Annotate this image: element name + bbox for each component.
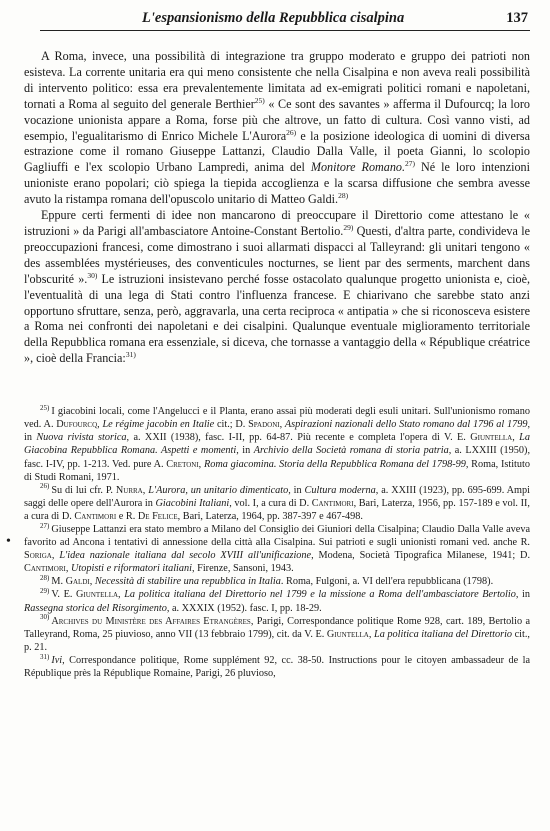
text-run: cit.; D. [214,419,249,431]
text-run: , [142,484,149,496]
text-run: , [89,576,95,588]
text-run: A Roma, invece, una possibilità di integrazione tra gruppo moderato e gruppo dei patrioti non esisteva. La corrente unitaria era qui meno consistente che nella Cisalpina e non aveva reali possibilità di intervento politico: essa era prevalentemente limitata ad ex-emigrati politici romani e napoletani, tornati a Roma al seguito del generale Berthier [24,49,530,111]
running-header [40,10,530,31]
work-title: Roma giacomina. Storia della Repubblica Romana del 1798-99 [203,458,466,470]
text-run: , [118,589,125,601]
text-run: Le istruzioni insistevano perché fosse ostacolato qualunque progetto unionista e, cioè, l'eventualità di una lega di Stati contro l'influenza francese. E chiarivano che sarebbe stato anzi opportuno sfruttare, senza, però, aggravarla, una certa reciproca « antipatia » che si riconosceva esistere a Roma nei confronti dei napoletani e dei cisalpini. Qualunque eventuale miglioramento territoriale della Repubblica romana era essenziale, si diceva, che tornasse a vantaggio della « République créatrice », cioè della Francia: [24,271,530,366]
footnotes [24,405,530,680]
footnote-number: 27) [40,521,50,530]
ibid-marker: Ivi [51,654,63,666]
author-name: Giuntella [470,432,513,444]
text-run: , a. XXII (1938), fasc. I-II, pp. 64-87. Più recente e completa l'opera di V. E. [126,432,471,444]
footnote-number: 29) [40,587,50,596]
text-run: , vol. I, a cura di D. [229,497,312,509]
margin-mark: • [6,534,11,549]
paragraph-2 [24,208,530,367]
footnote-ref-28[interactable]: 28) [338,191,349,201]
archive-name: Archives du Ministère des Affaires Etrangères [51,615,251,627]
work-title: Utopisti e riformatori italiani [70,563,192,575]
journal-title: Archivio della Società romana di storia patria [253,445,449,457]
author-name: Cantimori [311,497,354,509]
text-run: e R. [116,510,138,522]
footnote-ref-30[interactable]: 30) [87,270,98,280]
main-text [24,49,530,367]
text-run: , [97,419,103,431]
text-run: , Modena, Società Tipografica Milanese, 1941; D. [311,550,531,562]
author-name: De Felice [137,510,178,522]
text-run: , in [24,419,531,444]
text-run: , [512,432,520,444]
text-run: , a. LXXIII (1950), fasc. I-IV, pp. 1-213. Ved. pure A. [24,445,531,470]
journal-title: Nuova rivista storica [36,432,127,444]
footnote-ref-31[interactable]: 31) [125,350,136,360]
work-title: Necessità di stabilire una repubblica in Italia [94,576,281,588]
author-name: Soriga [24,550,52,562]
text-run: , Firenze, Sansoni, 1943. [192,563,294,575]
author-name: Giuntella [326,628,369,640]
text-run: Giuseppe Lattanzi era stato membro a Milano del Consiglio dei Giuniori della Cisalpina; Claudio Dalla Valle aveva favorito ad Ancona i tentativi di annessione della città alla Cisalpina. Sui patrioti e sugli unionisti romani ved. anche R. [24,523,530,549]
text-run: , Correspondance politique, Rome supplément 92, cc. 38-50. Instructions pour le citoyen ambassadeur de la République près la République Romaine, Parigi, 26 pluvioso, [24,654,530,679]
text-run: , a. XXXIX (1952). fasc. I, pp. 18-29. [166,602,322,614]
text-run: , Parigi, Correspondance politique Rome 928, cart. 189, Bertolio a Talleyrand, Roma, 25 piuvioso, anno VII (13 febbraio 1799), cit. da V. E. [24,615,531,640]
work-title: La politica italiana del Direttorio nel 1799 e la missione a Roma dell'ambasciatore Bertolio [124,589,516,601]
work-title: L'Aurora, un unitario dimenticato [148,484,289,496]
text-run: , in [515,589,530,601]
author-name: Galdi [65,576,90,588]
journal-title: Cultura moderna [304,484,376,496]
journal-title: Rassegna storica del Risorgimento [24,602,167,614]
footnote-number: 30) [40,613,50,622]
footnote-27 [24,523,530,575]
text-run: , in [288,484,305,496]
text-run: , in [236,445,254,457]
text-run: , [279,419,285,431]
work-title: L'idea nazionale italiana dal secolo XVIII all'unificazione [59,550,312,562]
text-run: cit., p. 21. [24,628,530,653]
author-name: Spadoni [248,419,280,431]
author-name: Giuntella [76,589,119,601]
footnote-number: 25) [40,403,50,412]
newspaper-title: Monitore Romano. [310,160,406,175]
page-number: 137 [506,10,528,26]
footnote-ref-29[interactable]: 29) [343,222,354,232]
author-name: Dufourcq [56,419,98,431]
text-run: , [198,458,204,470]
text-run: , [51,550,60,562]
footnote-25 [24,405,530,484]
text-run: I giacobini locali, come l'Angelucci e il Planta, erano assai più moderati degli esuli unitari. Sull'unionismo romano ved. A. [24,406,530,431]
text-run: Su di lui cfr. P. [51,484,116,496]
author-name: Nurra [115,484,143,496]
work-title: La Giacobina Repubblica Romana. Aspetti e momenti [24,432,530,457]
text-run: V. E. [51,589,77,601]
running-title: L'espansionismo della Repubblica cisalpina [142,10,405,26]
work-title: Aspirazioni nazionali dello Stato romano dal 1796 al 1799 [284,419,528,431]
text-run: . Roma, Fulgoni, a. VI dell'era repubblicana (1798). [280,576,494,588]
text-run: , Bari, Laterza, 1956, pp. 157-189 e vol. II, a cura di D. [24,497,530,522]
text-run: , [368,628,375,640]
paragraph-1 [24,49,530,208]
footnote-number: 31) [40,652,50,661]
text-run: , Bari, Laterza, 1964, pp. 387-397 e 467-498. [177,510,363,522]
work-title: La politica italiana del Direttorio [374,628,513,640]
text-run: Eppure certi fermenti di idee non mancarono di preoccupare il Direttorio come attestano le « istruzioni » da Parigi all'ambasciatore Antoine-Constant Bertolio. [24,208,530,238]
footnote-29 [24,588,530,614]
text-run: M. [51,576,66,588]
author-name: Cretoni [166,458,199,470]
text-run: Questi, d'altra parte, condivideva le preoccupazioni francesi, come dimostrano i suoi allarmati dispacci al Talleyrand: gli unitari tengono « des assemblées mystérieuses, des conventicules nocturnes, se lient par des serments, marchent dans l'obscurité ». [24,223,530,286]
footnote-ref-27[interactable]: 27) [405,159,416,169]
footnote-number: 26) [40,482,50,491]
text-run: Né le loro intenzioni unioniste erano popolari; ciò spiega la tiepida accoglienza e la scarsa diffusione che sembra avesse avuto la ristampa romana dell'opuscolo unitario di Matteo Galdi. [24,160,530,207]
text-run: , [65,563,71,575]
footnote-ref-26[interactable]: 26) [286,127,297,137]
text-run: « Ce sont des savantes » afferma il Dufourcq; la loro vocazione unionista appare a Roma, forse più che altrove, un fatto di cultura. Così vanno visti, ad esempio, l'egualitarismo di Enrico Michele L'Aurora [24,96,530,143]
text-run: e la posizione ideologica di uomini di diversa estrazione come il romano Giuseppe Lattanzi, Claudio Dalla Valle, il poeta Gianni, lo scolopio Gagliuffi e l'ex scolopio Urbano Lampredi, anima del [24,128,530,175]
work-title: Giacobini Italiani [155,497,230,509]
text-run: , Roma, Istituto di Studi Romani, 1971. [24,458,531,483]
footnote-ref-25[interactable]: 25) [254,95,265,105]
footnote-26 [24,484,530,523]
work-title: Le régime jacobin en Italie [102,419,215,431]
author-name: Cantimori [74,510,117,522]
text-run: , a. XXIII (1923), pp. 695-699. Ampi saggi delle opere dell'Aurora in [24,484,530,509]
author-name: Cantimori [24,563,66,575]
footnote-30 [24,615,530,654]
footnote-28 [24,575,530,588]
footnote-31 [24,654,530,680]
footnote-number: 28) [40,573,50,582]
